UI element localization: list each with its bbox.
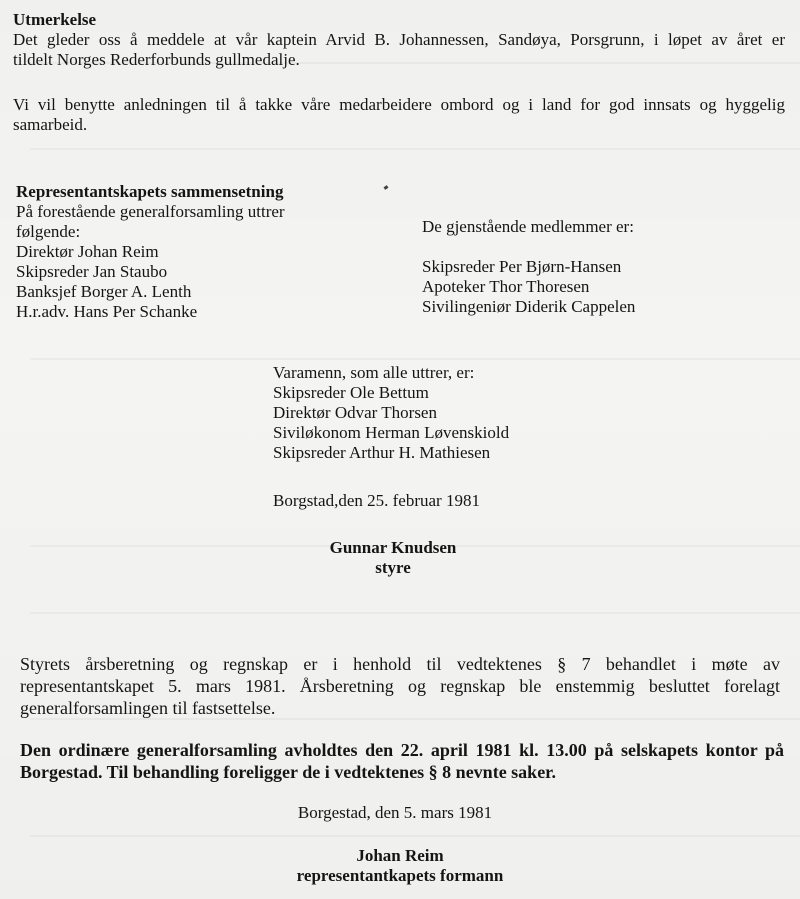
meeting-section [20,739,784,783]
award-text-line: Det gleder oss å meddele at vår kaptein Arvid B. Johannessen, Sandøya, Porsgrunn, i løpet av året er [13,30,785,49]
deputies-heading: Varamenn, som alle uttrer, er: [273,363,475,382]
meeting-text-line: Den ordinære generalforsamling avholdtes den 22. april 1981 kl. 13.00 på selskapets kontor på [20,740,784,760]
council-signature [283,538,503,578]
award-section [13,10,785,70]
thanks-text-line: Vi vil benytte anledningen til å takke våre medarbeidere ombord og i land for god innsats og hyggelig [13,95,785,114]
award-text-line: tildelt Norges Rederforbunds gullmedalje. [13,50,300,69]
signer-name: Johan Reim [356,846,444,865]
retiring-member: Direktør Johan Reim [16,242,159,261]
closing-signature [270,846,530,886]
deputy-member: Skipsreder Arthur H. Mathiesen [273,443,491,462]
report-section [20,653,780,719]
council-intro-line: følgende: [16,222,81,241]
closing-place-date [270,803,520,823]
thanks-section [13,95,785,135]
place-date: Borgestad, den 5. mars 1981 [297,803,493,822]
council-heading: Representantskapets sammensetning [16,182,284,201]
deputy-member: Skipsreder Ole Bettum [273,383,429,402]
remaining-member: Apoteker Thor Thoresen [422,277,590,296]
bleed-through-line [30,835,800,837]
signer-name: Gunnar Knudsen [329,538,457,557]
retiring-member: H.r.adv. Hans Per Schanke [16,302,198,321]
remaining-members-column [422,217,782,317]
bleed-through-line [30,148,800,150]
place-date: Borgstad,den 25. februar 1981 [273,491,480,510]
deputy-member: Siviløkonom Herman Løvenskiold [273,423,510,442]
deputy-member: Direktør Odvar Thorsen [273,403,437,422]
spacer [422,237,782,257]
council-left-column [16,182,396,322]
deputies-section [273,363,653,463]
signer-title: representantkapets formann [296,866,504,885]
remaining-heading: De gjenstående medlemmer er: [422,217,634,236]
bleed-through-line [30,612,800,614]
retiring-member: Skipsreder Jan Staubo [16,262,168,281]
council-place-date [273,491,653,511]
remaining-member: Sivilingeniør Diderik Cappelen [422,297,636,316]
meeting-text-line: Borgestad. Til behandling foreligger de i vedtektenes § 8 nevnte saker. [20,762,557,782]
council-intro-line: På forestående generalforsamling uttrer [16,202,285,221]
report-text-line: representantskapet 5. mars 1981. Årsberetning og regnskap ble enstemmig besluttet forelagt [20,676,780,696]
retiring-member: Banksjef Borger A. Lenth [16,282,192,301]
award-heading: Utmerkelse [13,10,97,29]
bleed-through-line [30,358,800,360]
thanks-text-line: samarbeid. [13,115,88,134]
signer-title: styre [375,558,411,577]
report-text-line: generalforsamlingen til fastsettelse. [20,698,276,718]
remaining-member: Skipsreder Per Bjørn-Hansen [422,257,622,276]
report-text-line: Styrets årsberetning og regnskap er i henhold til vedtektenes § 7 behandlet i møte av [20,654,780,674]
